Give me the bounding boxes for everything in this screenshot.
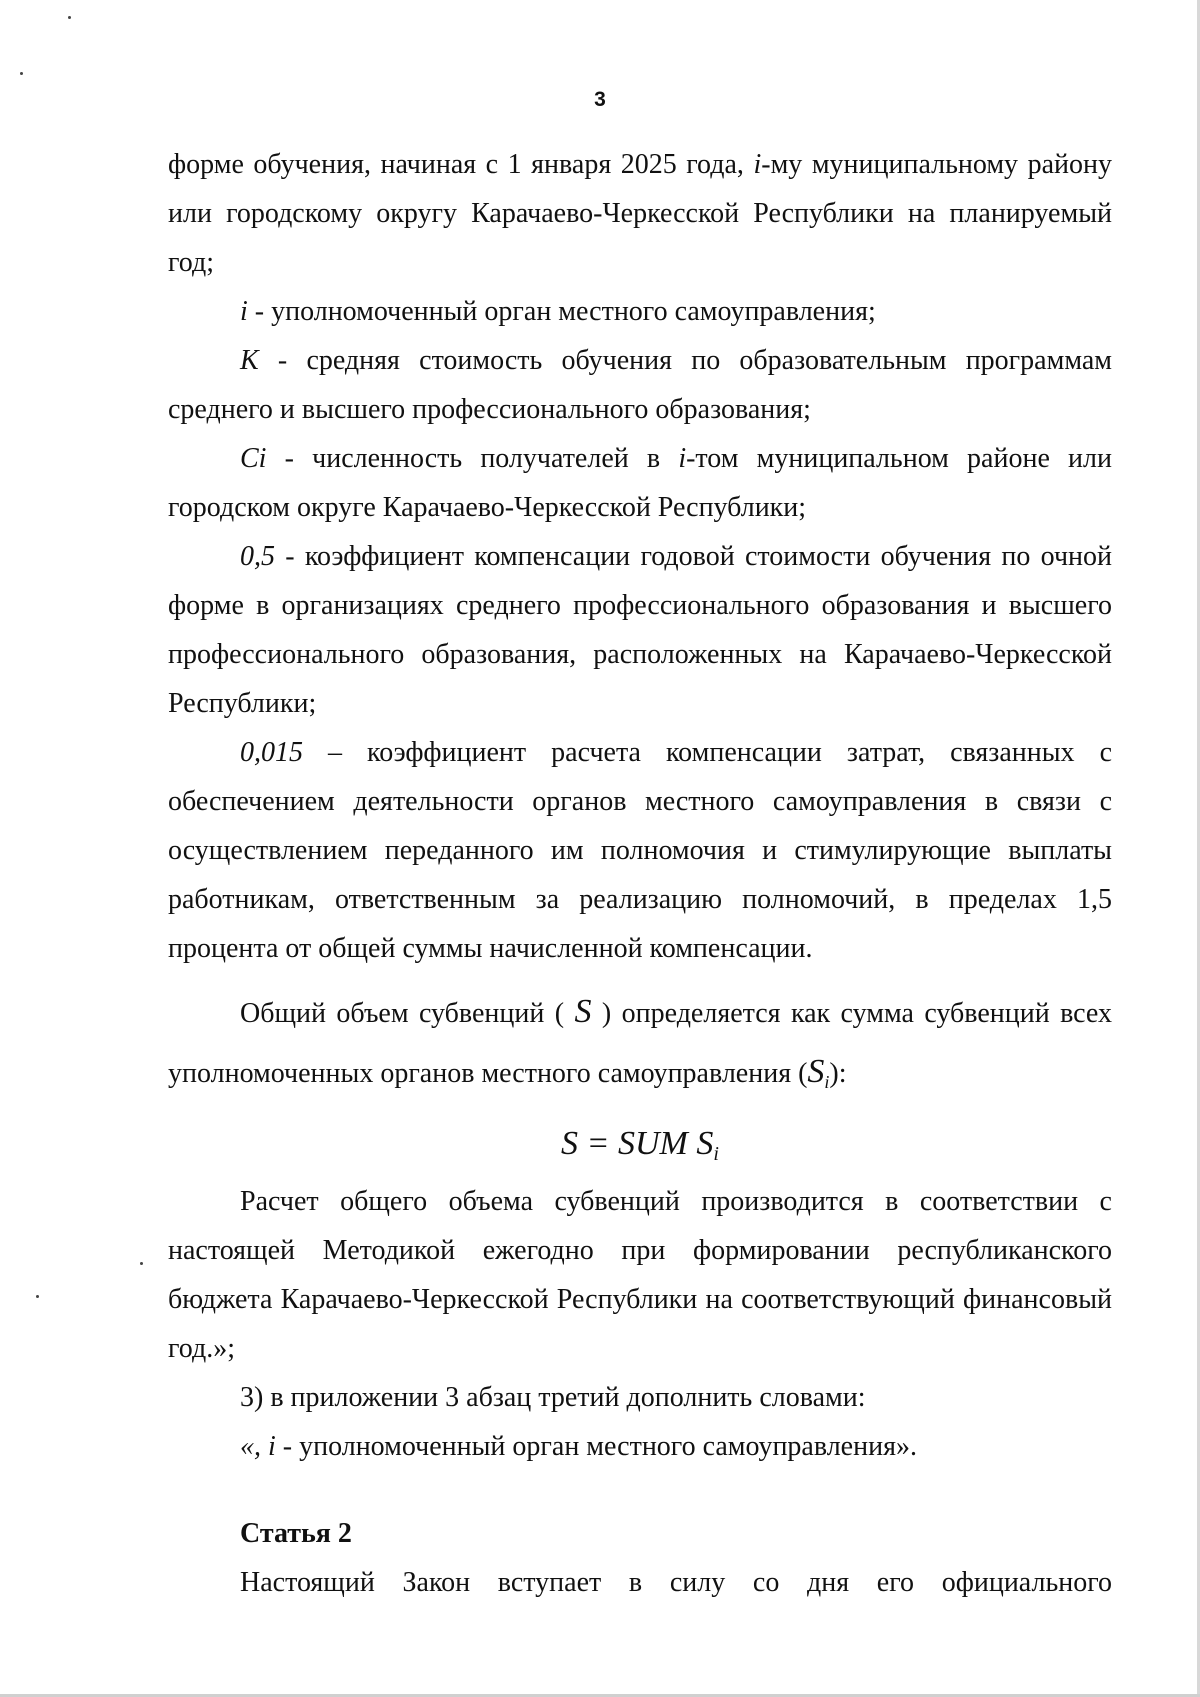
- symbol-s: S: [574, 993, 592, 1030]
- definition-coefficient-0015: [168, 728, 1112, 973]
- scan-speck: [36, 1295, 39, 1298]
- text: -том муниципальном районе или городском округе Карачаево-Черкесской Республики;: [168, 443, 1112, 523]
- text: – коэффициент расчета компенсации затрат, связанных с обеспечением деятельности органов местного самоуправления в связи с осуществлением переданного им полномочия и стимулирующие выплаты работникам, ответственным за реализацию полномочий, в пределах 1,5 процента от общей суммы начисленной компенсации.: [168, 737, 1112, 964]
- definition-k: [168, 336, 1112, 434]
- symbol-k: K: [240, 345, 259, 376]
- paragraph-1: [168, 140, 1112, 287]
- definition-coefficient-05: [168, 532, 1112, 728]
- quote-symbol-i: «, i: [240, 1431, 276, 1462]
- scan-speck: [68, 16, 71, 19]
- page-number: 3: [594, 88, 606, 111]
- text: Настоящий Закон вступает в силу со дня его официального: [240, 1567, 1112, 1598]
- text: - численность получателей в: [266, 443, 679, 474]
- symbol-s: S: [807, 1053, 825, 1090]
- formula-subscript: i: [713, 1143, 719, 1165]
- symbol-ci: Ci: [240, 443, 267, 474]
- text: ):: [829, 1058, 847, 1089]
- text: Общий объем субвенций (: [240, 998, 575, 1029]
- symbol-subscript-i: i: [824, 1072, 830, 1092]
- article-heading: Статья 2: [240, 1518, 352, 1549]
- calculation-paragraph: [168, 1177, 1112, 1373]
- symbol-0015: 0,015: [240, 737, 303, 768]
- scan-speck: [20, 72, 23, 75]
- text: - уполномоченный орган местного самоуправления».: [275, 1431, 917, 1462]
- text: - коэффициент компенсации годовой стоимости обучения по очной форме в организациях среднего профессионального образования и высшего профессионального образования, расположенных на Карачаево-Черкесской Республики;: [168, 541, 1112, 719]
- formula: [168, 1109, 1112, 1179]
- text: Расчет общего объема субвенций производится в соответствии с настоящей Методикой ежегодно при формировании республиканского бюджета Карачаево-Черкесской Республики на соответствующий финансовый год.»;: [168, 1186, 1112, 1364]
- total-subvention-paragraph: [168, 983, 1112, 1111]
- symbol-05: 0,5: [240, 541, 275, 572]
- symbol-i: i: [678, 443, 687, 474]
- spacer: [168, 973, 1112, 983]
- text: форме обучения, начиная с 1 января 2025 года,: [168, 149, 754, 180]
- article-2-text: [168, 1558, 1112, 1607]
- definition-i: [168, 287, 1112, 336]
- text: - уполномоченный орган местного самоуправления;: [247, 296, 876, 327]
- symbol-i: i: [753, 149, 762, 180]
- text: - средняя стоимость обучения по образовательным программам среднего и высшего профессионального образования;: [168, 345, 1112, 425]
- formula-main: S = SUM S: [561, 1125, 714, 1162]
- item-3-paragraph: [168, 1373, 1112, 1422]
- quoted-addition: [168, 1422, 1112, 1471]
- definition-ci: [168, 434, 1112, 532]
- text: ) определяется как сумма субвенций всех уполномоченных органов местного самоуправления (: [168, 998, 1112, 1089]
- symbol-i: i: [240, 296, 248, 327]
- text: 3) в приложении 3 абзац третий дополнить словами:: [240, 1382, 866, 1413]
- text: -му муниципальному району или городскому округу Карачаево-Черкесской Республики на планируемый год;: [168, 149, 1112, 278]
- scan-speck: [140, 1262, 143, 1265]
- document-body: [168, 140, 1112, 1607]
- spacer: [168, 1471, 1112, 1509]
